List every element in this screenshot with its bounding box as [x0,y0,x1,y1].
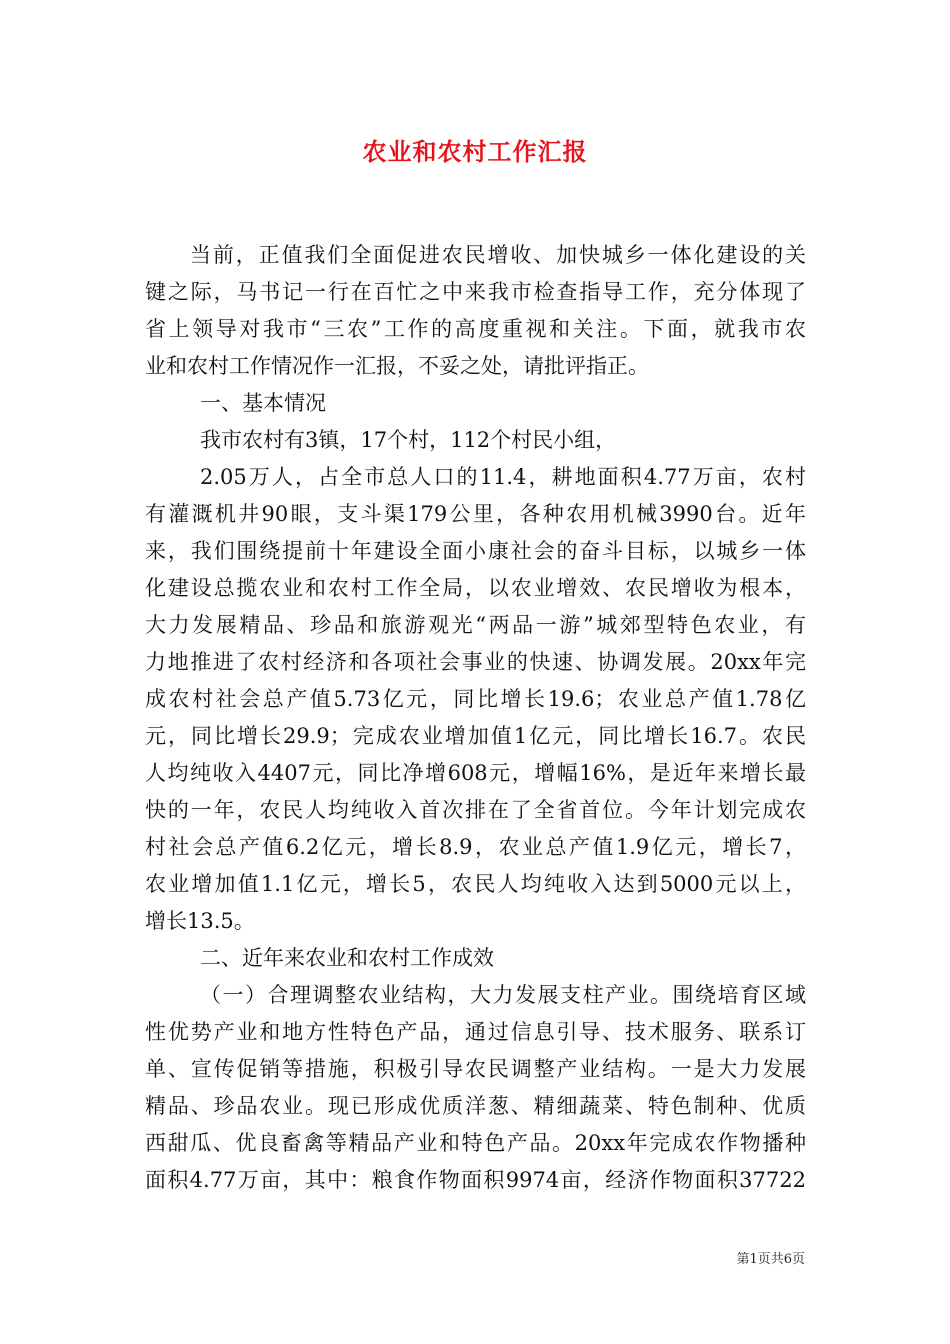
text-line: 大力发展精品、珍品和旅游观光“两品一游”城郊型特色农业，有 [145,613,806,637]
text-line: 面积4.77万亩，其中：粮食作物面积9974亩，经济作物面积37722 [145,1168,806,1192]
text-line: 力地推进了农村经济和各项社会事业的快速、协调发展。20xx年完 [145,650,806,674]
text-line: 快的一年，农民人均纯收入首次排在了全省首位。今年计划完成农 [145,798,806,822]
text-line: 西甜瓜、优良畜禽等精品产业和特色产品。20xx年完成农作物播种 [145,1131,806,1155]
text-line: 一、基本情况 [200,391,326,415]
text-line: 成农村社会总产值5.73亿元，同比增长19.6；农业总产值1.78亿 [145,687,806,711]
text-line: 有灌溉机井90眼，支斗渠179公里，各种农用机械3990台。近年 [145,502,806,526]
text-line: 二、近年来农业和农村工作成效 [200,946,494,970]
text-line: 来，我们围绕提前十年建设全面小康社会的奋斗目标，以城乡一体 [145,539,806,563]
text-line: 化建设总揽农业和农村工作全局，以农业增效、农民增收为根本， [145,576,806,600]
text-line: 我市农村有3镇，17个村，112个村民小组， [200,428,617,452]
text-line: 元，同比增长29.9；完成农业增加值1亿元，同比增长16.7。农民 [145,724,806,748]
text-line: 精品、珍品农业。现已形成优质洋葱、精细蔬菜、特色制种、优质 [145,1094,806,1118]
text-line: 键之际，马书记一行在百忙之中来我市检查指导工作，充分体现了 [145,280,806,304]
text-line: 省上领导对我市“三农”工作的高度重视和关注。下面，就我市农 [145,317,806,341]
text-line: 人均纯收入4407元，同比净增608元，增幅16%，是近年来增长最 [145,761,806,785]
text-line: 业和农村工作情况作一汇报，不妥之处，请批评指正。 [145,354,649,378]
text-line: 农业增加值1.1亿元，增长5，农民人均纯收入达到5000元以上， [145,872,806,896]
text-line: 单、宣传促销等措施，积极引导农民调整产业结构。一是大力发展 [145,1057,806,1081]
text-line: （一）合理调整农业结构，大力发展支柱产业。围绕培育区域 [200,983,806,1007]
page-number: 第1页共6页 [736,1252,805,1267]
document-body [145,237,806,1199]
document-title: 农业和农村工作汇报 [362,137,588,166]
text-line: 村社会总产值6.2亿元，增长8.9，农业总产值1.9亿元，增长7， [145,835,806,859]
text-line: 增长13.5。 [145,909,255,933]
text-line: 性优势产业和地方性特色产品，通过信息引导、技术服务、联系订 [145,1020,806,1044]
text-line: 2.05万人，占全市总人口的11.4，耕地面积4.77万亩，农村 [200,465,806,489]
text-line: 当前，正值我们全面促进农民增收、加快城乡一体化建设的关 [190,243,806,267]
